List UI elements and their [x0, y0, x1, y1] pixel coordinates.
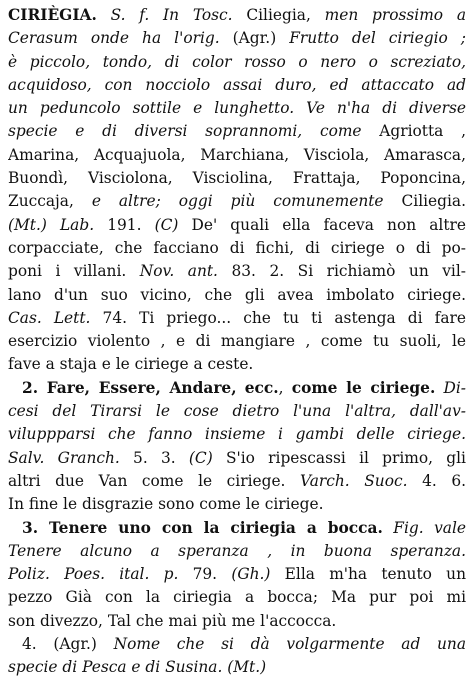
- text-run: altri due Van come le ciriege.: [8, 471, 301, 490]
- text-line: [8, 237, 466, 260]
- text-run: 4. 6.: [407, 471, 466, 490]
- text-run: come: [319, 122, 362, 141]
- text-run: fave a staja e le ciriege a ceste.: [8, 355, 254, 374]
- text-line: [8, 610, 466, 633]
- text-line: [8, 563, 466, 586]
- sense-4: [8, 633, 466, 680]
- text-run: (Agr.): [219, 29, 290, 48]
- sense-3: [8, 517, 466, 633]
- text-run: [435, 379, 443, 397]
- text-run: viluppparsi che fanno insieme i gambi delle ciriege.: [8, 425, 466, 444]
- text-run: ,: [278, 378, 292, 397]
- text-line: [8, 493, 466, 516]
- text-run: Fig. vale: [393, 518, 466, 537]
- text-run: Nome che si dà volgarmente ad una: [113, 635, 466, 654]
- text-run: S. f. In Tosc.: [110, 6, 233, 24]
- text-run: (C): [188, 448, 213, 467]
- text-run: 4.: [22, 635, 54, 654]
- text-line: [8, 74, 466, 97]
- text-line: [8, 144, 466, 167]
- text-run: acquidoso, con nocciolo assai duro, ed attaccato ad: [8, 75, 466, 94]
- text-run: 2. Fare, Essere, Andare,: [22, 378, 237, 397]
- text-line: [8, 540, 466, 563]
- text-run: Zuccaja,: [8, 192, 92, 211]
- text-run: [97, 6, 111, 24]
- text-run: poni i villani.: [8, 262, 140, 281]
- text-line: [8, 586, 466, 609]
- text-line: [8, 167, 466, 190]
- text-line: [8, 51, 466, 74]
- text-run: come le ciriege.: [291, 378, 436, 397]
- text-run: [237, 379, 245, 397]
- text-line: [8, 633, 466, 656]
- entry-ciriegia: [8, 4, 466, 377]
- text-run: 83. 2. Si richiamò un vil-: [217, 262, 466, 281]
- text-run: Cerasum onde ha l'orig.: [8, 29, 220, 48]
- text-run: Cas. Lett.: [8, 308, 91, 327]
- text-line: [8, 284, 466, 307]
- text-run: Amarina, Acquajuola, Marchiana, Visciola, Amarasca,: [8, 145, 466, 164]
- text-run: Buondì, Visciolona, Visciolina, Frattaja, Poponcina,: [8, 169, 466, 188]
- text-line: [8, 27, 466, 50]
- text-line: [8, 214, 466, 237]
- text-run: 79.: [178, 565, 232, 584]
- text-run: Tenere alcuno a speranza , in buona speranza.: [8, 541, 466, 560]
- text-run: Ciliegia,: [232, 6, 325, 24]
- text-run: pezzo Già con la ciriegia a bocca; Ma pur poi mi: [8, 588, 466, 607]
- text-run: CIRIÈGIA.: [8, 6, 97, 24]
- text-run: cesi del Tirarsi le cose dietro l'una l'altra, dall'av-: [8, 402, 466, 421]
- text-line: [8, 423, 466, 446]
- text-line: [8, 447, 466, 470]
- text-run: (Gh.): [231, 565, 271, 584]
- text-line: [8, 4, 466, 27]
- text-run: lano d'un suo vicino, che gli avea imbolato ciriege.: [8, 285, 466, 304]
- text-line: [8, 330, 466, 353]
- text-run: Di-: [443, 378, 466, 397]
- dictionary-page: [8, 4, 466, 680]
- text-run: esercizio violento , e di mangiare , come tu suoli, le: [8, 332, 466, 351]
- text-run: S'io ripescassi il primo, gli: [212, 448, 466, 467]
- text-line: [8, 517, 466, 540]
- text-run: 74. Ti priego... che tu ti astenga di fare: [90, 308, 466, 327]
- text-line: [8, 190, 466, 213]
- text-line: [8, 120, 466, 143]
- text-run: e altre; oggi più comunemente: [91, 192, 384, 211]
- text-line: [8, 377, 466, 400]
- text-run: Nov. ant.: [139, 262, 218, 281]
- text-line: [8, 470, 466, 493]
- text-run: [383, 519, 393, 537]
- text-run: (C): [154, 215, 179, 234]
- sense-2: [8, 377, 466, 517]
- text-run: 191.: [94, 215, 155, 234]
- text-run: Ciliegia.: [383, 192, 466, 211]
- text-run: specie e di diversi soprannomi,: [8, 122, 303, 141]
- text-run: è piccolo, tondo, di color rosso o nero o screziato,: [8, 52, 466, 71]
- text-run: men prossimo a: [324, 6, 466, 24]
- text-line: [8, 307, 466, 330]
- text-line: [8, 656, 466, 679]
- text-run: ecc.: [244, 378, 279, 397]
- text-line: [8, 353, 466, 376]
- text-run: Frutto del ciriegio ;: [289, 29, 466, 48]
- text-run: un peduncolo sottile e lunghetto. Ve n'ha di diverse: [8, 99, 466, 118]
- text-run: Salv. Granch.: [8, 448, 120, 467]
- text-run: (Mt.) Lab.: [8, 215, 95, 234]
- text-line: [8, 260, 466, 283]
- text-run: son divezzo, Tal che mai più me l'accocca.: [8, 611, 337, 630]
- text-run: Varch. Suoc.: [300, 471, 408, 490]
- text-run: Ella m'ha tenuto un: [270, 565, 466, 584]
- text-run: Poliz. Poes. ital. p.: [8, 565, 179, 584]
- text-run: In fine le disgrazie sono come le ciriege.: [8, 495, 324, 514]
- text-run: [302, 122, 320, 140]
- text-run: corpacciate, che facciano di fichi, di ciriege o di po-: [8, 238, 466, 257]
- text-run: Agriotta ,: [361, 122, 466, 141]
- text-run: specie di Pesca e di Susina. (Mt.): [8, 658, 267, 677]
- text-run: 3. Tenere uno con la ciriegia a bocca.: [22, 518, 383, 537]
- text-run: (Agr.): [53, 635, 114, 654]
- text-run: De' quali ella faceva non altre: [178, 215, 466, 234]
- text-run: 5. 3.: [119, 448, 189, 467]
- text-line: [8, 400, 466, 423]
- text-line: [8, 97, 466, 120]
